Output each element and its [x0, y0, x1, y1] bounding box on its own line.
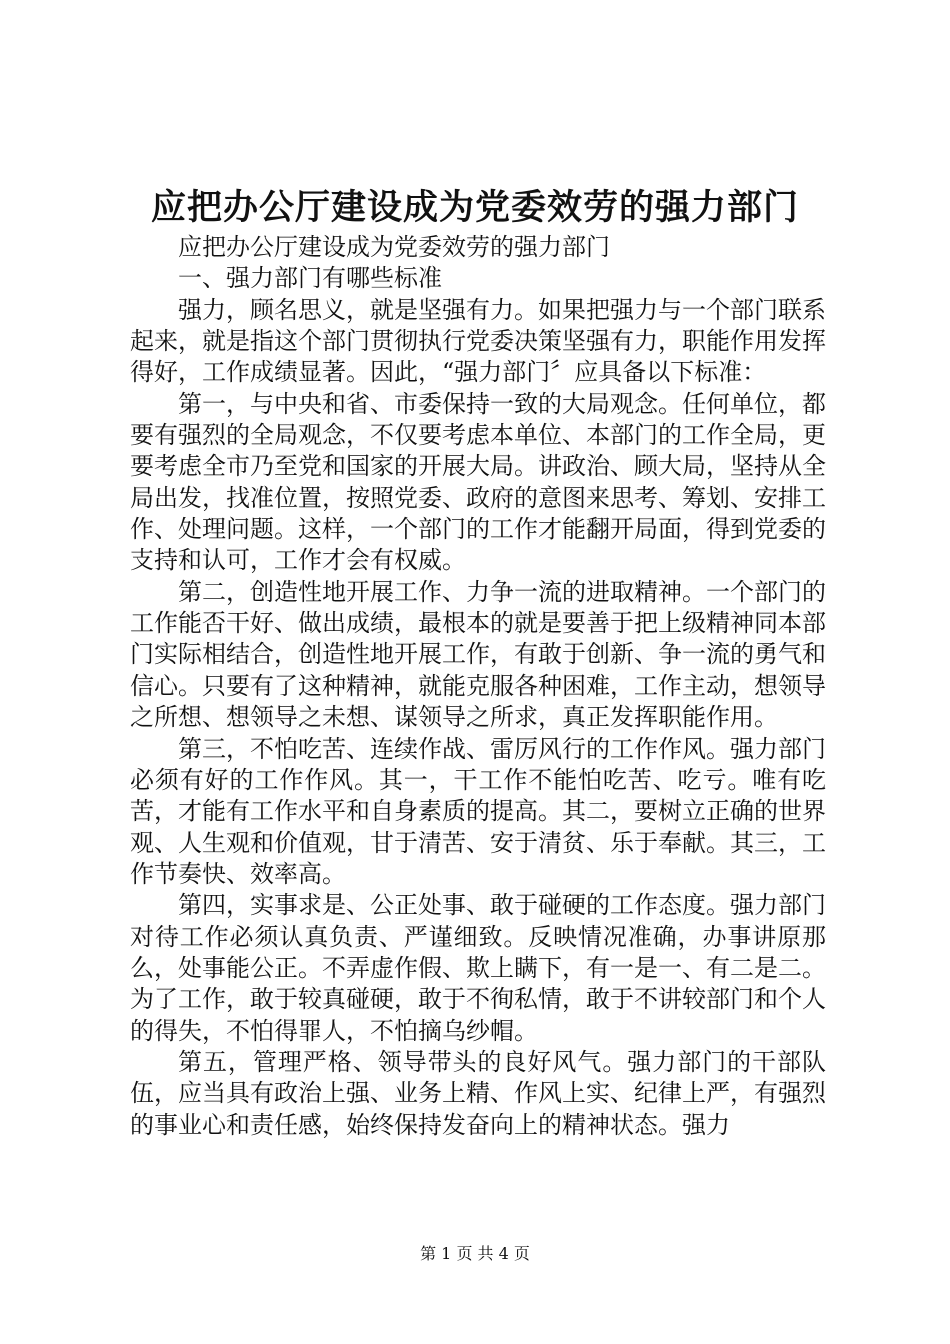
- page-footer: 第 1 页 共 4 页: [420, 1244, 530, 1263]
- paragraph: 第二，创造性地开展工作、力争一流的进取精神。一个部门的工作能否干好、做出成绩，最根本的就是要善于把上级精神同本部门实际相结合，创造性地开展工作，有敢于创新、争一流的勇气和信心。只要有了这种精神，就能克服各种困难，工作主动，想领导之所想、想领导之未想、谋领导之所求，真正发挥职能作用。: [130, 577, 826, 732]
- paragraph: 第一，与中央和省、市委保持一致的大局观念。任何单位，都要有强烈的全局观念，不仅要考虑本单位、本部门的工作全局，更要考虑全市乃至党和国家的开展大局。讲政治、顾大局，坚持从全局出发，找准位置，按照党委、政府的意图来思考、筹划、安排工作、处理问题。这样，一个部门的工作才能翻开局面，得到党委的支持和认可，工作才会有权威。: [130, 389, 826, 575]
- paragraph: 一、强力部门有哪些标准: [178, 264, 442, 293]
- paragraph: 第四，实事求是、公正处事、敢于碰硬的工作态度。强力部门对待工作必须认真负责、严谨细致。反映情况准确，办事讲原那么，处事能公正。不弄虚作假、欺上瞒下，有一是一、有二是二。为了工作，敢于较真碰硬，敢于不徇私情，敢于不讲较部门和个人的得失，不怕得罪人，不怕摘乌纱帽。: [130, 891, 826, 1045]
- paragraph: 第三，不怕吃苦、连续作战、雷厉风行的工作作风。强力部门必须有好的工作作风。其一，干工作不能怕吃苦、吃亏。唯有吃苦，才能有工作水平和自身素质的提高。其二，要树立正确的世界观、人生观和价值观，甘于清苦、安于清贫、乐于奉献。其三，工作节奏快、效率高。: [130, 734, 826, 888]
- paragraph: 强力，顾名思义，就是坚强有力。如果把强力与一个部门联系起来，就是指这个部门贯彻执行党委决策坚强有力，职能作用发挥得好，工作成绩显著。因此，“强力部门〞应具备以下标准：: [130, 295, 826, 387]
- document-title: 应把办公厅建设成为党委效劳的强力部门: [150, 187, 799, 228]
- paragraph: 第五，管理严格、领导带头的良好风气。强力部门的干部队伍，应当具有政治上强、业务上精、作风上实、纪律上严，有强烈的事业心和责任感，始终保持发奋向上的精神状态。强力: [130, 1047, 826, 1139]
- paragraph: 应把办公厅建设成为党委效劳的强力部门: [178, 233, 610, 261]
- document-body: [130, 232, 826, 1141]
